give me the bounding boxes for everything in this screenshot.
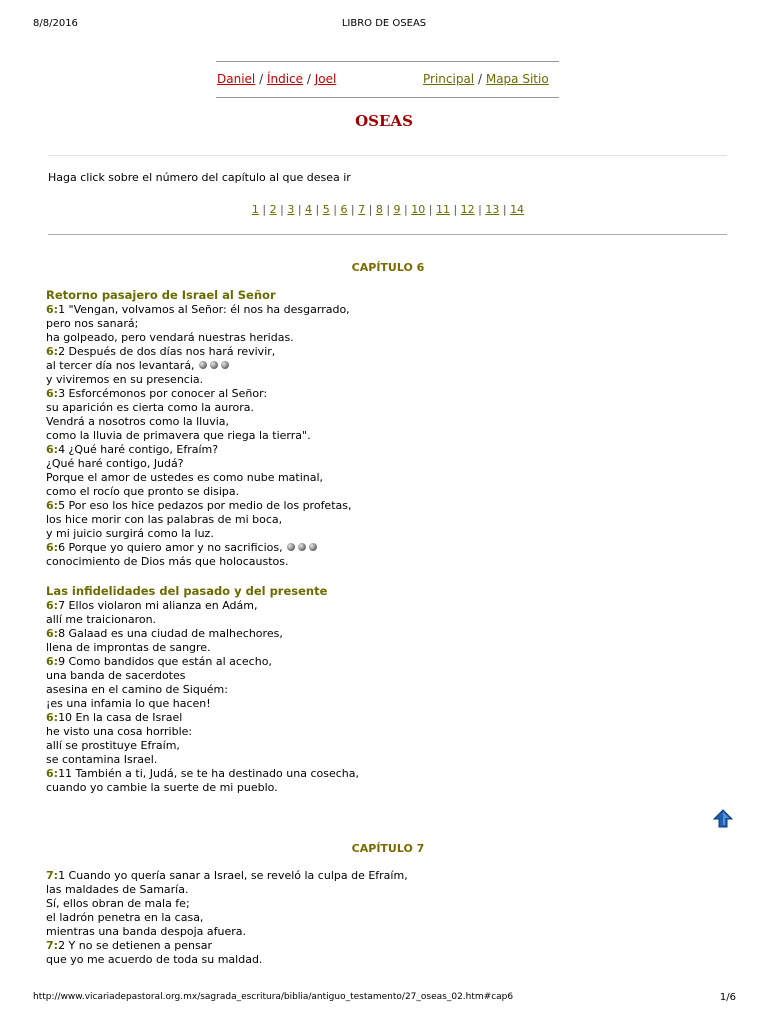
- chapter-separator: |: [294, 203, 306, 216]
- verse-text: allí se prostituye Efraím,: [46, 739, 180, 752]
- chapter-separator: |: [312, 203, 323, 216]
- verse-line: [46, 513, 352, 527]
- verse-line: [46, 669, 359, 683]
- verse-text: los hice morir con las palabras de mi boca,: [46, 513, 283, 526]
- verse-text: pero nos sanará;: [46, 317, 139, 330]
- chapter-link-7[interactable]: 7: [358, 203, 366, 216]
- verse-line: [46, 499, 352, 513]
- verse-line: [46, 627, 359, 641]
- verse-line: [46, 925, 408, 939]
- verse-number: 6:: [46, 303, 59, 316]
- verse-text: 9 Como bandidos que están al acecho,: [58, 655, 272, 668]
- verse-line: [46, 331, 352, 345]
- verse-line: [46, 953, 408, 967]
- verse-text: Porque el amor de ustedes es como nube matinal,: [46, 471, 324, 484]
- verse-text: he visto una cosa horrible:: [46, 725, 193, 738]
- chapter-link-13[interactable]: 13: [485, 203, 500, 216]
- chapter-links: [0, 203, 768, 216]
- verse-line: [46, 911, 408, 925]
- verse-line: [46, 303, 352, 317]
- verse-text: allí me traicionaron.: [46, 613, 157, 626]
- verse-text: y mi juicio surgirá como la luz.: [46, 527, 214, 540]
- verse-number: 6:: [46, 387, 59, 400]
- chapter-separator: |: [400, 203, 412, 216]
- section-heading-retorno: Retorno pasajero de Israel al Señor: [46, 288, 276, 302]
- verse-text: 3 Esforcémonos por conocer al Señor:: [58, 387, 268, 400]
- chapter-instructions: Haga click sobre el número del capítulo al que desea ir: [48, 171, 351, 184]
- print-url: http://www.vicariadepastoral.org.mx/sagrada_escritura/biblia/antiguo_testamento/27_oseas_02.htm#cap6: [33, 992, 514, 1002]
- verse-line: [46, 387, 352, 401]
- verse-text: al tercer día nos levantará,: [46, 359, 195, 372]
- verse-line: [46, 317, 352, 331]
- note-dots-icon[interactable]: [287, 541, 320, 555]
- verse-text: su aparición es cierta como la aurora.: [46, 401, 254, 414]
- verse-text: 10 En la casa de Israel: [58, 711, 183, 724]
- verse-text: ¿Qué haré contigo, Judá?: [46, 457, 184, 470]
- verse-line: [46, 655, 359, 669]
- verse-line: [46, 869, 408, 883]
- verse-line: [46, 415, 352, 429]
- verse-number: 6:: [46, 443, 59, 456]
- chapter-separator: |: [425, 203, 436, 216]
- verse-line: [46, 725, 359, 739]
- verse-line: [46, 897, 408, 911]
- verse-number: 6:: [46, 345, 59, 358]
- nav-separator: /: [477, 72, 483, 86]
- verse-text: Vendrá a nosotros como la lluvia,: [46, 415, 230, 428]
- chapter-link-14[interactable]: 14: [510, 203, 525, 216]
- verse-line: [46, 883, 408, 897]
- verse-text: 5 Por eso los hice pedazos por medio de los profetas,: [58, 499, 352, 512]
- verse-text: 1 Cuando yo quería sanar a Israel, se reveló la culpa de Efraím,: [58, 869, 408, 882]
- verse-list-6b: [46, 599, 359, 795]
- verse-text: 2 Y no se detienen a pensar: [58, 939, 213, 952]
- chapter-separator: |: [347, 203, 359, 216]
- verse-text: 11 También a ti, Judá, se te ha destinado una cosecha,: [58, 767, 359, 780]
- chapter-separator: |: [365, 203, 376, 216]
- verse-line: [46, 641, 359, 655]
- verse-text: una banda de sacerdotes: [46, 669, 186, 682]
- sitemap-link[interactable]: Mapa Sitio: [485, 72, 549, 86]
- chapter-7-heading: CAPÍTULO 7: [351, 842, 425, 855]
- verse-line: [46, 939, 408, 953]
- chapter-divider: [48, 234, 727, 235]
- section-divider: [48, 155, 727, 156]
- verse-number: 7:: [46, 869, 59, 882]
- verse-list-7: [46, 869, 408, 967]
- verse-number: 6:: [46, 627, 59, 640]
- verse-text: el ladrón penetra en la casa,: [46, 911, 204, 924]
- chapter-separator: |: [449, 203, 461, 216]
- nav-bottom-divider: [216, 97, 559, 98]
- verse-line: [46, 485, 352, 499]
- verse-text: como el rocío que pronto se disipa.: [46, 485, 240, 498]
- verse-text: conocimiento de Dios más que holocaustos.: [46, 555, 289, 568]
- chapter-separator: |: [382, 203, 394, 216]
- verse-number: 6:: [46, 599, 59, 612]
- chapter-link-12[interactable]: 12: [460, 203, 475, 216]
- verse-text: las maldades de Samaría.: [46, 883, 189, 896]
- verse-text: 8 Galaad es una ciudad de malhechores,: [58, 627, 283, 640]
- verse-text: y viviremos en su presencia.: [46, 373, 204, 386]
- verse-text: que yo me acuerdo de toda su maldad.: [46, 953, 263, 966]
- verse-text: mientras una banda despoja afuera.: [46, 925, 247, 938]
- verse-text: 1 "Vengan, volvamos al Señor: él nos ha desgarrado,: [58, 303, 350, 316]
- note-dots-icon[interactable]: [199, 359, 232, 373]
- verse-line: [46, 781, 359, 795]
- verse-line: [46, 711, 359, 725]
- verse-line: [46, 443, 352, 457]
- chapter-link-4[interactable]: 4: [305, 203, 313, 216]
- verse-line: [46, 697, 359, 711]
- verse-list-6a: [46, 303, 352, 569]
- book-nav: [217, 72, 336, 86]
- print-date: 8/8/2016: [33, 18, 78, 29]
- verse-number: 6:: [46, 655, 59, 668]
- nav-top-divider: [216, 61, 559, 62]
- verse-text: como la lluvia de primavera que riega la tierra".: [46, 429, 311, 442]
- chapter-separator: |: [258, 203, 270, 216]
- chapter-separator: |: [276, 203, 288, 216]
- verse-number: 7:: [46, 939, 59, 952]
- verse-line: [46, 345, 352, 359]
- chapter-link-8[interactable]: 8: [375, 203, 383, 216]
- print-page-number: 1/6: [719, 992, 736, 1003]
- verse-number: 6:: [46, 711, 59, 724]
- verse-line: [46, 767, 359, 781]
- verse-line: [46, 555, 352, 569]
- verse-text: 7 Ellos violaron mi alianza en Adám,: [58, 599, 258, 612]
- verse-text: 2 Después de dos días nos hará revivir,: [58, 345, 276, 358]
- verse-text: se contamina Israel.: [46, 753, 158, 766]
- section-heading-infidelidades: Las infidelidades del pasado y del presente: [46, 584, 328, 598]
- verse-text: ha golpeado, pero vendará nuestras heridas.: [46, 331, 294, 344]
- verse-line: [46, 613, 359, 627]
- chapter-link-5[interactable]: 5: [322, 203, 330, 216]
- chapter-link-3[interactable]: 3: [287, 203, 295, 216]
- chapter-link-10[interactable]: 10: [411, 203, 426, 216]
- prev-book-link[interactable]: Daniel: [217, 72, 256, 86]
- verse-text: llena de improntas de sangre.: [46, 641, 211, 654]
- next-book-link[interactable]: Joel: [314, 72, 337, 86]
- chapter-separator: |: [329, 203, 341, 216]
- verse-line: [46, 541, 352, 555]
- chapter-link-11[interactable]: 11: [435, 203, 450, 216]
- chapter-separator: |: [499, 203, 511, 216]
- principal-link[interactable]: Principal: [423, 72, 475, 86]
- book-title: OSEAS: [355, 112, 413, 130]
- verse-number: 6:: [46, 541, 59, 554]
- chapter-separator: |: [474, 203, 486, 216]
- verse-line: [46, 373, 352, 387]
- site-nav: [423, 72, 549, 86]
- verse-line: [46, 599, 359, 613]
- chapter-link-6[interactable]: 6: [340, 203, 348, 216]
- back-to-top-arrow-icon[interactable]: [712, 808, 734, 830]
- verse-line: [46, 753, 359, 767]
- verse-line: [46, 739, 359, 753]
- verse-text: asesina en el camino de Siquém:: [46, 683, 228, 696]
- verse-line: [46, 429, 352, 443]
- chapter-link-9[interactable]: 9: [393, 203, 401, 216]
- verse-text: 6 Porque yo quiero amor y no sacrificios,: [58, 541, 283, 554]
- chapter-6-heading: CAPÍTULO 6: [351, 261, 425, 274]
- verse-number: 6:: [46, 499, 59, 512]
- verse-line: [46, 359, 352, 373]
- verse-line: [46, 527, 352, 541]
- chapter-link-2[interactable]: 2: [269, 203, 277, 216]
- nav-separator: /: [306, 72, 311, 86]
- index-link[interactable]: Índice: [266, 72, 304, 86]
- verse-line: [46, 401, 352, 415]
- verse-number: 6:: [46, 767, 59, 780]
- verse-text: 4 ¿Qué haré contigo, Efraím?: [58, 443, 219, 456]
- print-title: LIBRO DE OSEAS: [341, 18, 427, 29]
- verse-text: Sí, ellos obran de mala fe;: [46, 897, 190, 910]
- verse-line: [46, 457, 352, 471]
- nav-separator: /: [259, 72, 264, 86]
- verse-line: [46, 683, 359, 697]
- verse-line: [46, 471, 352, 485]
- chapter-link-1[interactable]: 1: [251, 203, 259, 216]
- verse-text: cuando yo cambie la suerte de mi pueblo.: [46, 781, 278, 794]
- verse-text: ¡es una infamia lo que hacen!: [46, 697, 211, 710]
